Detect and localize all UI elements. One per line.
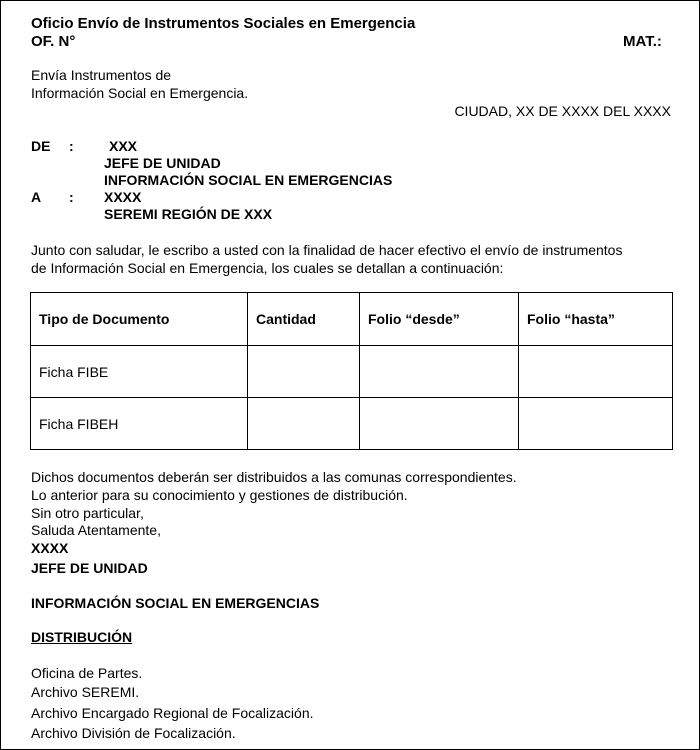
- closing-line-1: Dichos documentos deberán ser distribuidos a las comunas correspondientes.: [31, 469, 517, 485]
- body-line-2: de Información Social en Emergencia, los cuales se detallan a continuación:: [31, 260, 504, 276]
- a-name: XXXX: [104, 189, 142, 205]
- distribution-item: Archivo División de Focalización.: [31, 725, 236, 741]
- de-name: XXX: [109, 138, 138, 154]
- de-unit: INFORMACIÓN SOCIAL EN EMERGENCIAS: [104, 172, 393, 188]
- a-colon: :: [69, 189, 74, 205]
- signer-name: XXXX: [31, 540, 69, 556]
- place-date: CIUDAD, XX DE XXXX DEL XXXX: [454, 103, 671, 119]
- signer-unit: INFORMACIÓN SOCIAL EN EMERGENCIAS: [31, 595, 320, 611]
- header-folio-desde: Folio “desde”: [360, 293, 519, 346]
- de-colon: :: [69, 138, 74, 154]
- de-label: DE: [31, 138, 51, 154]
- document-title: Oficio Envío de Instrumentos Sociales en Emergencia: [31, 15, 416, 32]
- body-line-1: Junto con saludar, le escribo a usted con la finalidad de hacer efectivo el envío de instrumentos: [31, 242, 623, 258]
- cell-folio-hasta: [519, 398, 673, 450]
- cell-tipo-documento: Ficha FIBEH: [31, 398, 248, 450]
- distribution-heading: DISTRIBUCIÓN: [31, 629, 133, 645]
- cell-cantidad: [248, 346, 360, 398]
- table-row: [31, 346, 673, 398]
- a-label: A: [31, 189, 42, 205]
- distribution-item: Archivo Encargado Regional de Focalización.: [31, 705, 314, 721]
- header-cantidad: Cantidad: [248, 293, 360, 346]
- oficio-number-label: OF. N°: [31, 33, 76, 50]
- signer-role: JEFE DE UNIDAD: [31, 560, 148, 576]
- cell-folio-hasta: [519, 346, 673, 398]
- closing-line-3: Sin otro particular,: [31, 505, 144, 521]
- cell-cantidad: [248, 398, 360, 450]
- materia-label: MAT.:: [623, 33, 662, 50]
- distribution-item: Oficina de Partes.: [31, 665, 143, 681]
- subject-line-1: Envía Instrumentos de: [31, 67, 172, 83]
- header-folio-hasta: Folio “hasta”: [519, 293, 673, 346]
- table-row: [31, 398, 673, 450]
- closing-line-2: Lo anterior para su conocimiento y gestiones de distribución.: [31, 487, 408, 503]
- subject-line-2: Información Social en Emergencia.: [31, 85, 249, 101]
- de-role: JEFE DE UNIDAD: [104, 155, 221, 171]
- closing-line-4: Saluda Atentamente,: [31, 522, 161, 538]
- table-header-row: [31, 293, 673, 346]
- cell-tipo-documento: Ficha FIBE: [31, 346, 248, 398]
- distribution-item: Archivo SEREMI.: [31, 684, 140, 700]
- a-role: SEREMI REGIÓN DE XXX: [104, 206, 273, 222]
- cell-folio-desde: [360, 346, 519, 398]
- header-tipo-documento: Tipo de Documento: [31, 293, 248, 346]
- documents-table: [30, 292, 673, 450]
- cell-folio-desde: [360, 398, 519, 450]
